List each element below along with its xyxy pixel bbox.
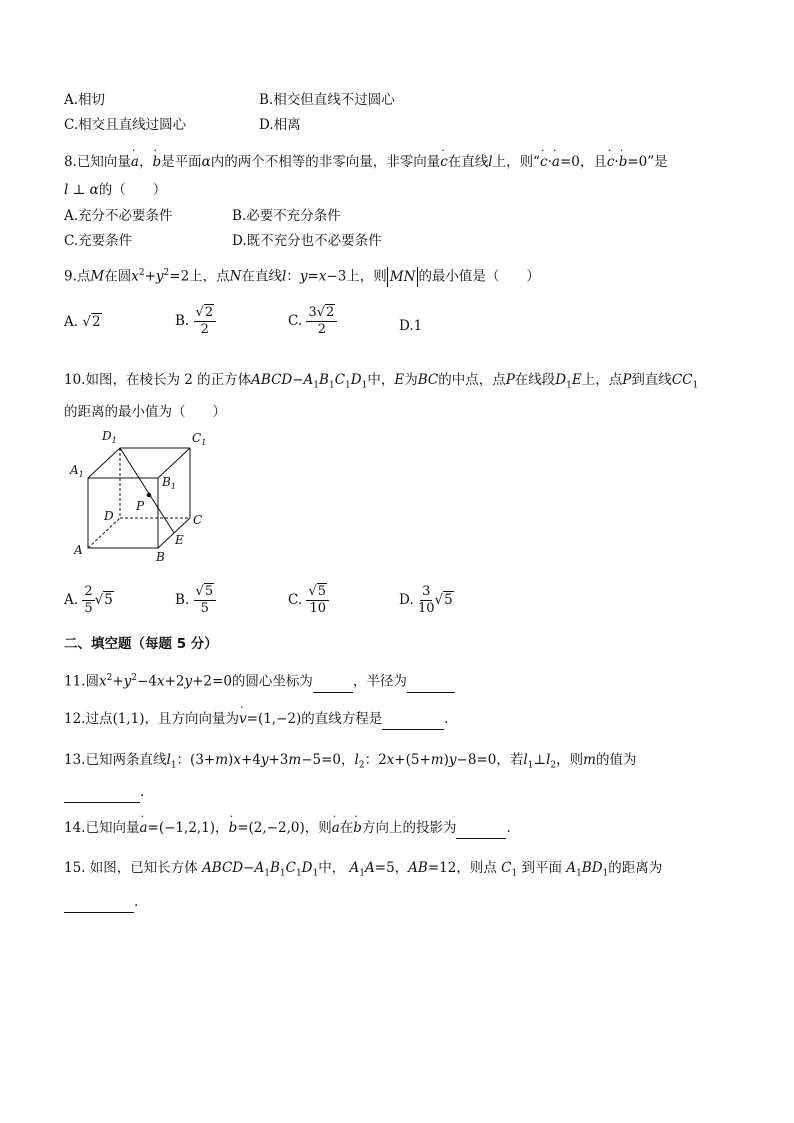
q8-option-b: B.必要不充分条件: [232, 208, 341, 224]
q10-option-c: C. $\frac{√5}{10}$: [288, 584, 329, 617]
q9-option-a: A. √2: [64, 314, 101, 330]
q8-option-a: A.充分不必要条件: [64, 208, 173, 224]
q13-stem-line1: 13.已知两条直线$l_1$：(3+m)x+4y+3m−5=0，$l_2$：2x+(5+m)y−8=0，若$l_1\perp l_2$，则m的值为: [64, 752, 637, 771]
q10-stem-line2: 的距离的最小值为（ ）: [64, 404, 226, 420]
section-fill-in-title: 二、填空题（每题 5 分）: [64, 636, 218, 652]
label-d1: $D_1$: [102, 429, 117, 445]
label-d: D: [104, 509, 114, 523]
segment-d1e: [120, 448, 174, 533]
q9-stem: 9.点M在圆$x^2+y^2=2$上，点N在直线l：y=x−3上，则 MN 的最小值是（ ）: [64, 268, 540, 285]
front-face: [88, 478, 158, 548]
cube-figure: [64, 428, 214, 564]
q15-stem-line1: 15. 如图，已知长方体 $ABCD-A_1B_1C_1D_1$中， $A_1A=5$，AB=12，则点 $C_1$ 到平面 $A_1BD_1$的距离为: [64, 860, 663, 879]
q8-option-c: C.充要条件: [64, 233, 133, 249]
q7-option-a: A.相切: [64, 92, 106, 108]
q8-option-d: D.既不充分也不必要条件: [232, 233, 382, 249]
edge-b1c1: [158, 448, 190, 478]
q7-option-b: B.相交但直线不过圆心: [259, 92, 395, 108]
q14-stem: 14.已知向量· a=(−1,2,1)，· b=(2,−2,0)，则· a在· b方向上的投影为 .: [64, 818, 511, 839]
label-c1: $C_1$: [192, 431, 207, 447]
q9-option-b: B. $\frac{√2}{2}$: [175, 305, 216, 338]
label-b1: $B_1$: [162, 475, 176, 491]
q12-stem: 12.过点(1,1)，且方向向量为· v=(1,−2)的直线方程是 .: [64, 709, 449, 730]
label-e: E: [175, 533, 184, 547]
q10-option-b: B. $\frac{√5}{5}$: [175, 584, 216, 617]
q8-stem-line2: l ⊥ α的（ ）: [64, 182, 167, 198]
q9-option-d: D.1: [399, 318, 423, 334]
q8-stem-line1: 8.已知向量· a，· b是平面α内的两个不相等的非零向量，非零向量· c在直线l上，则“· c·· a=0，且· c·· b=0”是: [64, 152, 668, 172]
label-c: C: [193, 513, 203, 527]
q10-option-d: D. $\frac{3}{10}$ √5: [399, 584, 453, 616]
q9-option-c: C. $\frac{3√2}{2}$: [288, 305, 337, 338]
label-a1: $A_1$: [70, 463, 84, 479]
point-p: [147, 493, 151, 497]
q15-answer-blank: .: [64, 892, 138, 913]
label-a: A: [74, 543, 83, 557]
q11-stem: 11.圆$x^2+y^2-4x+2y+2=0$的圆心坐标为 ，半径为: [64, 668, 455, 693]
q7-option-d: D.相离: [259, 117, 301, 133]
q10-option-a: A. $\frac{2}{5}$ √5: [64, 584, 113, 616]
q13-answer-blank: .: [64, 782, 144, 803]
q7-option-c: C.相交且直线过圆心: [64, 117, 187, 133]
label-p: P: [136, 499, 145, 513]
q10-stem-line1: 10.如图，在棱长为 2 的正方体$ABCD-A_1B_1C_1D_1$中，E为BC的中点，点P在线段$D_1E$上，点P到直线$CC_1$: [64, 372, 699, 391]
label-b: B: [156, 550, 165, 564]
edge-a1d1: [88, 448, 120, 478]
